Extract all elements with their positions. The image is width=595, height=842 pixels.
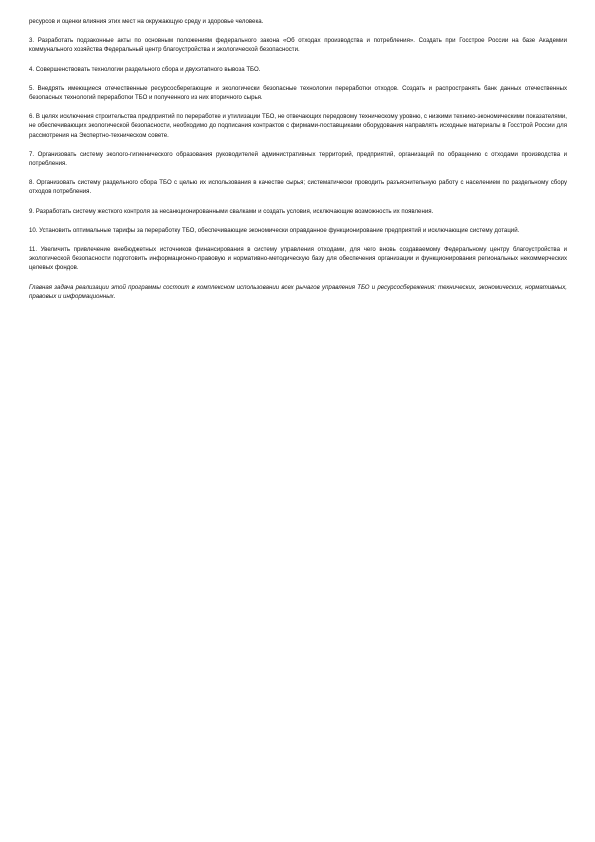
paragraph-item-7: 7. Организовать систему эколого-гигиенического образования руководителей административных территорий, предприятий, организаций по обращению с отходами производства и потребления. (29, 150, 567, 168)
paragraph-item-10: 10. Установить оптимальные тарифы за переработку ТБО, обеспечивающие экономически оправданное функционирование предприятий и исключающие систему дотаций. (29, 226, 520, 234)
document-page (29, 17, 567, 311)
paragraph-item-11: 11. Увеличить привлечение внебюджетных источников финансирования в систему управления отходами, для чего вновь создаваемому Федеральному центру благоустройства и экологической безопасности подготовить информационно-правовую и нормативно-методическую базу для обеспечения организации и функционирования региональных некоммерческих целевых фондов. (29, 246, 567, 272)
paragraph-item-9: 9. Разработать систему жесткого контроля за несанкционированными свалками и создать условия, исключающие возможность их появления. (29, 207, 434, 215)
paragraph-item-5: 5. Внедрять имеющиеся отечественные ресурсосберегающие и экологически безопасные технологии переработки отходов. Создать и распространять банк данных отечественных безопасных технологий переработки ТБО и полученного из них вторичного сырья. (29, 84, 567, 102)
paragraph-item-8: 8. Организовать систему раздельного сбора ТБО с целью их использования в качестве сырья; систематически проводить разъяснительную работу с населением по раздельному сбору отходов потребления. (29, 179, 567, 196)
paragraph-conclusion: Главная задача реализации этой программы состоит в комплексном использовании всех рычагов управления ТБО и ресурсосбережения: технических, экономических, нормативных, правовых и информационных. (29, 283, 567, 300)
paragraph-item-4: 4. Совершенствовать технологии раздельного сбора и двухэтапного вывоза ТБО. (29, 65, 261, 73)
paragraph-intro-continuation: ресурсов и оценки влияния этих мест на окружающую среду и здоровье человека. (29, 18, 264, 25)
paragraph-item-6: 6. В целях исключения строительства предприятий по переработке и утилизации ТБО, не отвечающих передовому техническому уровню, с низкими технико-экономическими показателями, не обеспечивающих экологической безопасности, необходимо до подписания контрактов с фирмами-поставщиками оборудования направлять исходные материалы в Госстрой России для рассмотрения на Экспертно-техническом совете. (29, 113, 567, 139)
paragraph-item-3: 3. Разработать подзаконные акты по основным положениям федерального закона «Об отходах производства и потребления». Создать при Госстрое России на базе Академии коммунального хозяйства Федеральный центр благоустройства и экологической безопасности. (29, 37, 567, 54)
